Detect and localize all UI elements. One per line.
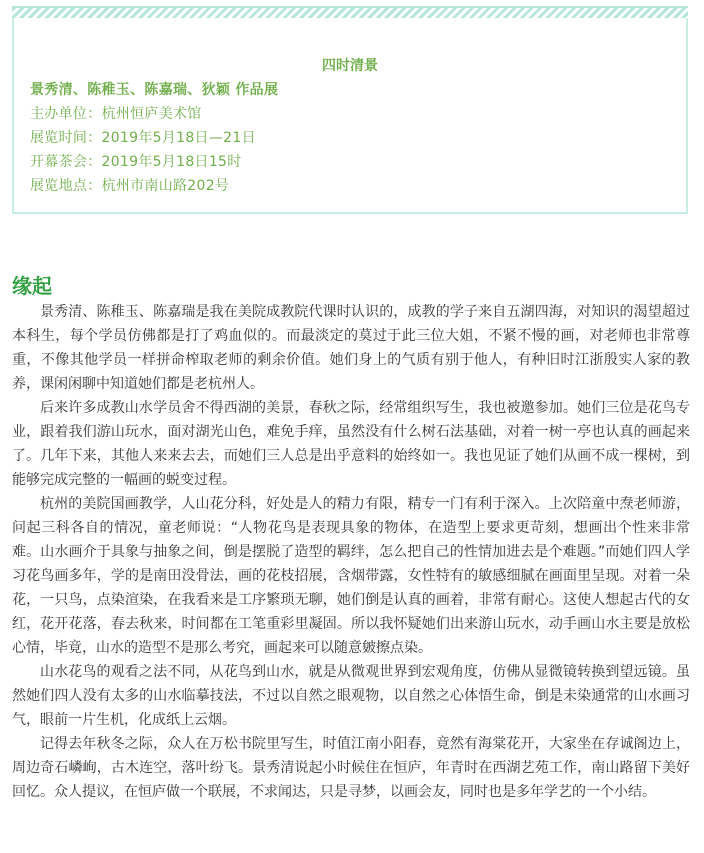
exhibition-title: 四时清景 — [322, 58, 378, 74]
article-body — [12, 300, 690, 804]
exhibition-dates-line: 展览时间：2019年5月18日—21日 — [30, 130, 256, 146]
article-paragraph: 杭州的美院国画教学，人山花分科，好处是人的精力有限，精专一门有利于深入。上次陪童中焘老师游，问起三科各自的情况，童老师说：“人物花鸟是表现具象的物体，在造型上要求更苛刻，想画出个性来非常难。山水画介于具象与抽象之间，倒是摆脱了造型的羁绊，怎么把自己的性情加进去是个难题。”而她们四人学习花鸟画多年，学的是南田没骨法，画的花枝招展，含烟带露，女性特有的敏感细腻在画面里呈现。对着一朵花，一只鸟，点染渲染，在我看来是工序繁琐无聊，她们倒是认真的画着，非常有耐心。这使人想起古代的女红，花开花落，春去秋来，时间都在工笔重彩里凝固。所以我怀疑她们出来游山玩水，动手画山水主要是放松心情，毕竟，山水的造型不是那么考究，画起来可以随意皴擦点染。 — [12, 496, 690, 656]
article-paragraph: 山水花鸟的观看之法不同，从花鸟到山水，就是从微观世界到宏观角度，仿佛从显微镜转换到望远镜。虽然她们四人没有太多的山水临摹技法，不过以自然之眼观物，以自然之心体悟生命，倒是未染通常的山水画习气，眼前一片生机，化成纸上云烟。 — [12, 664, 690, 728]
decorative-striped-border — [12, 6, 688, 18]
venue-line: 展览地点：杭州市南山路202号 — [30, 178, 230, 194]
opening-tea-line: 开幕茶会：2019年5月18日15时 — [30, 154, 242, 170]
exhibition-info-box — [12, 6, 688, 214]
artists-line: 景秀清、陈稚玉、陈嘉瑞、狄颖 作品展 — [30, 82, 279, 98]
article-paragraph: 后来许多成教山水学员舍不得西湖的美景，春秋之际，经常组织写生，我也被邀参加。她们三位是花鸟专业，跟着我们游山玩水，面对湖光山色，难免手痒，虽然没有什么树石法基础，对着一树一亭也认真的画起来了。几年下来，其他人来来去去，而她们三人总是出乎意料的始终如一。我也见证了她们从画不成一棵树，到能够完成完整的一幅画的蜕变过程。 — [12, 400, 690, 488]
organizer-line: 主办单位：杭州恒庐美术馆 — [30, 106, 202, 122]
section-heading: 缘起 — [12, 274, 52, 298]
article-paragraph: 景秀清、陈稚玉、陈嘉瑞是我在美院成教院代课时认识的，成教的学子来自五湖四海，对知识的渴望超过本科生，每个学员仿佛都是打了鸡血似的。而最淡定的莫过于此三位大姐，不紧不慢的画，对老师也非常尊重，不像其他学员一样拼命榨取老师的剩余价值。她们身上的气质有别于他人，有种旧时江浙殷实人家的教养，课闲闲聊中知道她们都是老杭州人。 — [12, 304, 690, 392]
article-paragraph: 记得去年秋冬之际，众人在万松书院里写生，时值江南小阳春，竟然有海棠花开，大家坐在存诚阁边上，周边奇石嶙峋，古木连空，落叶纷飞。景秀清说起小时候住在恒庐，年青时在西湖艺苑工作，南山路留下美好回忆。众人提议，在恒庐做一个联展，不求闻达，只是寻梦，以画会友，同时也是多年学艺的一个小结。 — [12, 736, 690, 800]
